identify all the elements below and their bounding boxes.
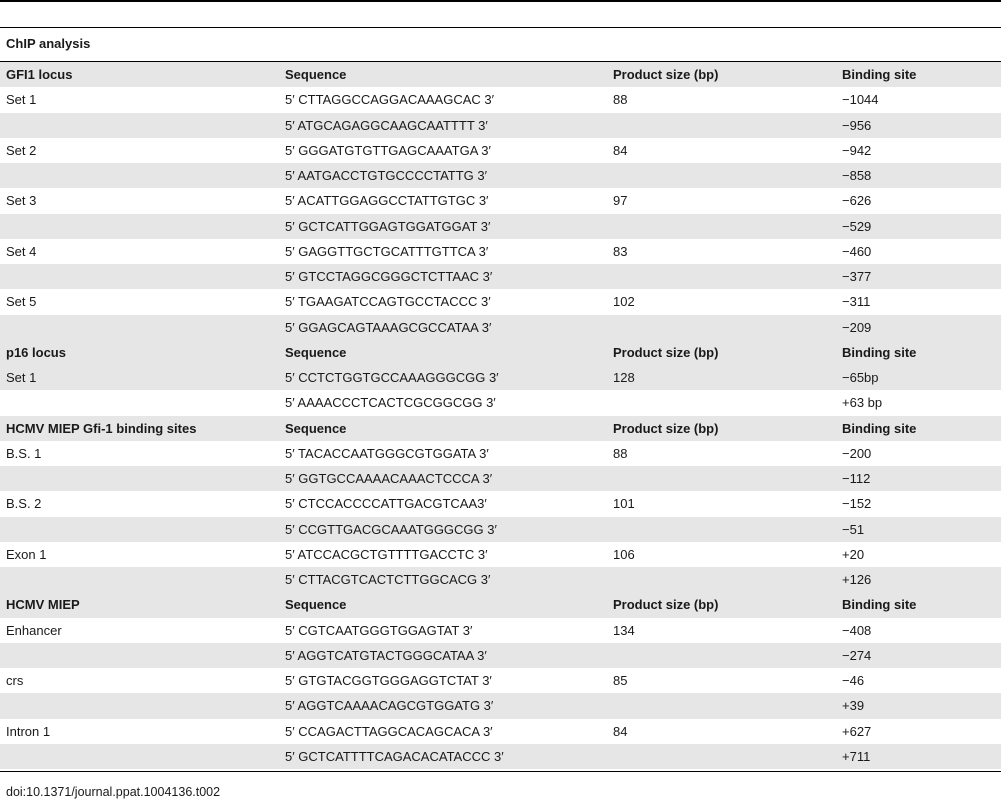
sequence-cell: 5′ AAAACCCTCACTCGCGGCGG 3′ [285,395,496,411]
row-label: Exon 1 [6,546,47,562]
binding-site-cell: +711 [842,748,871,764]
sequence-cell: 5′ AATGACCTGTGCCCCTATTG 3′ [285,168,488,183]
section-title: ChIP analysis [6,36,91,51]
sequence-cell: Sequence [285,420,347,436]
row-label: B.S. 2 [6,496,42,512]
binding-site-cell: −209 [842,319,872,335]
table-section-header [0,340,1001,365]
row-label: Set 1 [6,92,37,108]
sequence-cell: Sequence [285,597,347,613]
sequence-cell: Sequence [285,344,347,360]
product-size-cell: 88 [613,445,628,461]
sequence-cell: 5′ CCGTTGACGCAAATGGGCGG 3′ [285,521,497,537]
product-size-cell: 88 [613,92,628,108]
row-label: Set 2 [6,142,37,158]
table-row [0,567,1001,592]
table-row [0,264,1001,289]
table-row [0,618,1001,643]
binding-site-cell: −529 [842,218,872,234]
product-size-cell: 101 [613,496,635,512]
row-label: B.S. 1 [6,445,42,461]
product-size-cell: Product size (bp) [613,344,719,360]
table-top-rule [0,0,1001,2]
binding-site-cell: Binding site [842,344,917,360]
table-header-rule [0,27,1001,28]
table-row [0,542,1001,567]
binding-site-cell: −51 [842,521,865,537]
product-size-cell: 106 [613,546,635,562]
product-size-cell: 84 [613,723,628,739]
table-row [0,87,1001,112]
table-row [0,365,1001,390]
table-row [0,668,1001,693]
binding-site-cell: −956 [842,117,872,133]
sequence-cell: 5′ GAGGTTGCTGCATTTGTTCA 3′ [285,243,489,259]
binding-site-cell: +39 [842,698,865,714]
table-row [0,315,1001,340]
binding-site-cell: −112 [842,471,871,486]
row-label: Intron 1 [6,723,51,739]
binding-site-cell: −858 [842,168,872,183]
table-section-header [0,62,1001,87]
sequence-cell: 5′ TGAAGATCCAGTGCCTACCC 3′ [285,294,491,310]
binding-site-cell: −1044 [842,92,879,108]
table-row [0,239,1001,264]
product-size-cell: 83 [613,243,628,259]
binding-site-cell: −311 [842,294,871,310]
sequence-cell: 5′ CCTCTGGTGCCAAAGGGCGG 3′ [285,370,499,385]
sequence-cell: 5′ GGTGCCAAAACAAACTCCCA 3′ [285,471,493,486]
doi-footer: doi:10.1371/journal.ppat.1004136.t002 [6,785,221,799]
row-label: GFI1 locus [6,67,73,82]
binding-site-cell: −152 [842,496,872,512]
table-row [0,744,1001,769]
row-label: Set 3 [6,193,37,209]
binding-site-cell: −460 [842,243,872,259]
row-label: Enhancer [6,622,62,638]
product-size-cell: Product size (bp) [613,597,719,613]
binding-site-cell: −200 [842,445,872,461]
table-row [0,188,1001,213]
table-bottom-rule [0,771,1001,772]
row-label: crs [6,673,24,688]
binding-site-cell: +126 [842,572,872,587]
binding-site-cell: +63 bp [842,395,883,411]
binding-site-cell: −626 [842,193,872,209]
table-row [0,491,1001,516]
product-size-cell: 128 [613,370,635,385]
binding-site-cell: −408 [842,622,872,638]
table-row [0,163,1001,188]
sequence-cell: 5′ CTTAGGCCAGGACAAAGCAC 3′ [285,92,495,108]
product-size-cell: 134 [613,622,635,638]
table-row [0,517,1001,542]
row-label: Set 5 [6,294,37,310]
table-section-header [0,416,1001,441]
sequence-cell: Sequence [285,67,347,82]
binding-site-cell: −377 [842,269,872,284]
table-row [0,138,1001,163]
sequence-cell: 5′ CTTACGTCACTCTTGGCACG 3′ [285,572,491,587]
binding-site-cell: −942 [842,142,872,158]
sequence-cell: 5′ TACACCAATGGGCGTGGATA 3′ [285,445,489,461]
sequence-cell: 5′ GGGATGTGTTGAGCAAATGA 3′ [285,142,491,158]
sequence-cell: 5′ CTCCACCCCATTGACGTCAA3′ [285,496,487,512]
product-size-cell: 102 [613,294,635,310]
table-row [0,289,1001,314]
table-row [0,441,1001,466]
table-row [0,643,1001,668]
sequence-cell: 5′ GCTCATTTTCAGACACATACCC 3′ [285,748,504,764]
product-size-cell: 97 [613,193,628,209]
sequence-cell: 5′ AGGTCATGTACTGGGCATAA 3′ [285,647,487,663]
sequence-cell: 5′ CCAGACTTAGGCACAGCACA 3′ [285,723,493,739]
binding-site-cell: +20 [842,546,865,562]
binding-site-cell: Binding site [842,597,917,613]
sequence-cell: 5′ ATCCACGCTGTTTTGACCTC 3′ [285,546,488,562]
sequence-cell: 5′ AGGTCAAAACAGCGTGGATG 3′ [285,698,494,714]
table-row [0,693,1001,718]
table-row [0,214,1001,239]
product-size-cell: 85 [613,673,628,688]
sequence-cell: 5′ ATGCAGAGGCAAGCAATTTT 3′ [285,117,488,133]
table-row [0,113,1001,138]
row-label: HCMV MIEP [6,597,80,613]
table-row [0,719,1001,744]
product-size-cell: Product size (bp) [613,67,719,82]
table-row [0,466,1001,491]
sequence-cell: 5′ ACATTGGAGGCCTATTGTGC 3′ [285,193,489,209]
product-size-cell: 84 [613,142,628,158]
sequence-cell: 5′ GTCCTAGGCGGGCTCTTAAC 3′ [285,269,493,284]
binding-site-cell: −65bp [842,370,879,385]
row-label: Set 4 [6,243,37,259]
sequence-cell: 5′ GGAGCAGTAAAGCGCCATAA 3′ [285,319,492,335]
row-label: Set 1 [6,370,37,385]
binding-site-cell: +627 [842,723,872,739]
row-label: HCMV MIEP Gfi-1 binding sites [6,420,197,436]
product-size-cell: Product size (bp) [613,420,719,436]
chip-primer-table [0,62,1001,769]
binding-site-cell: Binding site [842,67,917,82]
table-row [0,390,1001,415]
binding-site-cell: −46 [842,673,865,688]
sequence-cell: 5′ CGTCAATGGGTGGAGTAT 3′ [285,622,473,638]
table-section-header [0,592,1001,617]
binding-site-cell: Binding site [842,420,917,436]
sequence-cell: 5′ GCTCATTGGAGTGGATGGAT 3′ [285,218,491,234]
binding-site-cell: −274 [842,647,872,663]
row-label: p16 locus [6,344,66,360]
sequence-cell: 5′ GTGTACGGTGGGAGGTCTAT 3′ [285,673,492,688]
